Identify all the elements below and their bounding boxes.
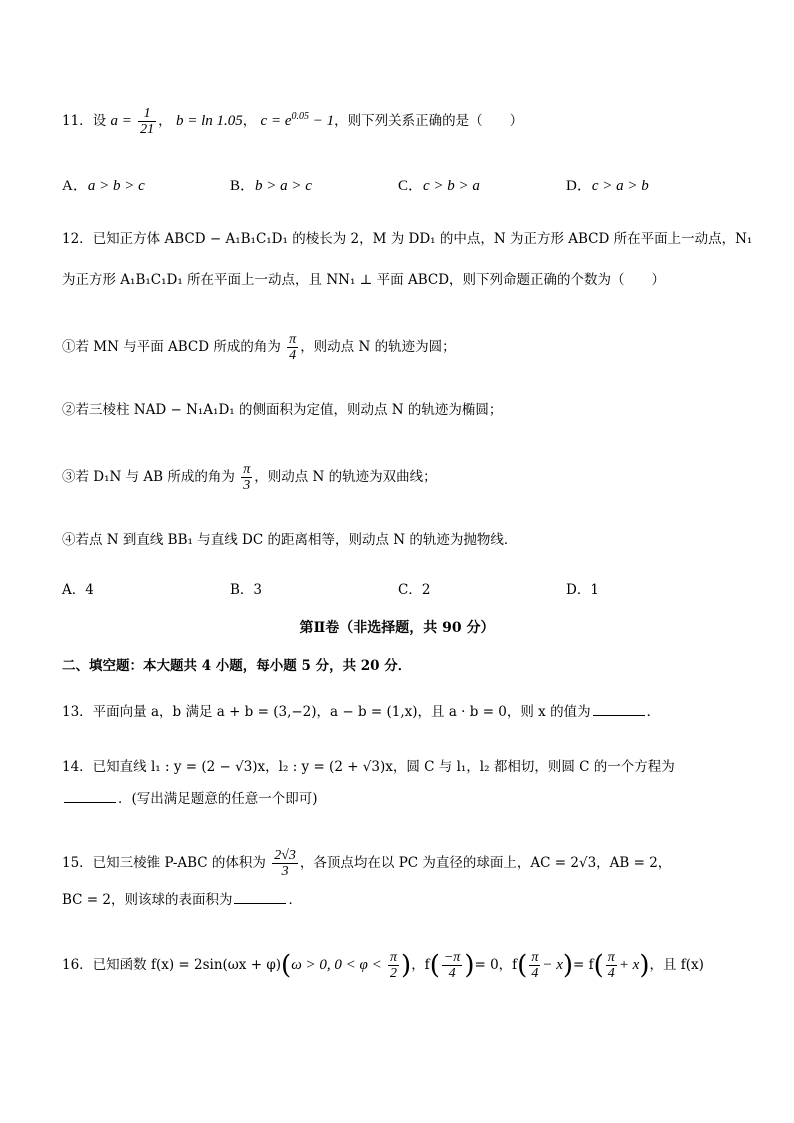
q12-statement-2: ②若三棱柱 NAD − N₁A₁D₁ 的侧面积为定值，则动点 N 的轨迹为椭圆； (62, 402, 503, 418)
question-14-line-1: 14．已知直线 l₁ : y = (2 − √3)x，l₂ : y = (2 + √3)x，圆 C 与 l₁，l₂ 都相切，则圆 C 的一个方程为 (62, 759, 675, 775)
q11-number: 11． (62, 113, 93, 129)
q12-s3-fraction: $\frac{\pi}{3}$ (243, 462, 251, 493)
q11-option-b[interactable]: B．b > a > c (230, 178, 312, 194)
q13-answer-blank[interactable] (593, 703, 645, 716)
q12-option-a[interactable]: A．4 (62, 582, 94, 598)
question-16: 16．已知函数 f(x) = 2sin(ωx + φ)(ω > 0, 0 < φ < $\frac{\pi}{2}$ )，f( $\frac{-\pi}{4}$ )= 0，f( $\frac{\pi}{4}$ − x)= f( $\frac{\pi}{4}$ + x)，且 f(x) (62, 950, 704, 981)
question-15-line-2: BC = 2，则该球的表面积为 ． (62, 892, 302, 908)
q12-statement-4: ④若点 N 到直线 BB₁ 与直线 DC 的距离相等，则动点 N 的轨迹为抛物线． (62, 532, 518, 548)
q11-option-a[interactable]: A．a > b > c (62, 178, 145, 194)
q11-a-lhs: a = (110, 113, 132, 129)
q11-option-c[interactable]: C．c > b > a (398, 178, 480, 194)
q12-option-d[interactable]: D．1 (566, 582, 599, 598)
q12-option-c[interactable]: C．2 (398, 582, 431, 598)
question-12-line-2: 为正方形 A₁B₁C₁D₁ 所在平面上一动点，且 NN₁ ⊥ 平面 ABCD，则下列命题正确的个数为（ ） (62, 272, 666, 288)
q11-tail: ，则下列关系正确的是（ ） (334, 113, 524, 129)
q11-option-d[interactable]: D．c > a > b (566, 178, 649, 194)
q15-volume-fraction: $\frac{2√3}{3}$ (274, 848, 296, 879)
question-14-line-2: ．(写出满足题意的任意一个即可) (62, 789, 318, 809)
question-13: 13．平面向量 a，b 满足 a + b = (3,−2)，a − b = (1,x)，且 a · b = 0，则 x 的值为 ． (62, 704, 661, 720)
section-2-heading: 二、填空题：本大题共 4 小题，每小题 5 分，共 20 分． (62, 658, 412, 674)
q11-a-fraction: $\frac{1}{21}$ (140, 106, 155, 137)
q11-lead: 设 (92, 113, 107, 129)
q12-option-b[interactable]: B．3 (230, 582, 263, 598)
q12-s1-fraction: $\frac{\pi}{4}$ (289, 332, 297, 363)
q12-statement-3: ③若 D₁N 与 AB 所成的角为 $\frac{\pi}{3}$ ，则动点 N 的轨迹为双曲线； (62, 462, 437, 493)
q12-statement-1: ①若 MN 与平面 ABCD 所成的角为 $\frac{\pi}{4}$ ，则动点 N 的轨迹为圆； (62, 332, 456, 363)
question-11: 11．设 a = $\frac{1}{21}$ ， b = ln 1.05， $c = e^{0.05} - 1$，则下列关系正确的是（ ） (62, 106, 524, 137)
q11-c-expr: $c = e^{0.05} - 1$ (260, 111, 335, 129)
q11-b-expr: b = ln 1.05 (175, 113, 243, 129)
q15-answer-blank[interactable] (234, 891, 286, 904)
section-2-title: 第Ⅱ卷（非选择题，共 90 分） (299, 620, 495, 636)
q14-answer-blank[interactable] (64, 790, 116, 803)
question-12-line-1: 12．已知正方体 ABCD − A₁B₁C₁D₁ 的棱长为 2，M 为 DD₁ 的中点，N 为正方形 ABCD 所在平面上一动点，N₁ (62, 231, 753, 247)
question-15-line-1: 15．已知三棱锥 P-ABC 的体积为 $\frac{2√3}{3}$ ，各顶点均在以 PC 为直径的球面上，AC = 2√3，AB = 2， (62, 848, 672, 879)
